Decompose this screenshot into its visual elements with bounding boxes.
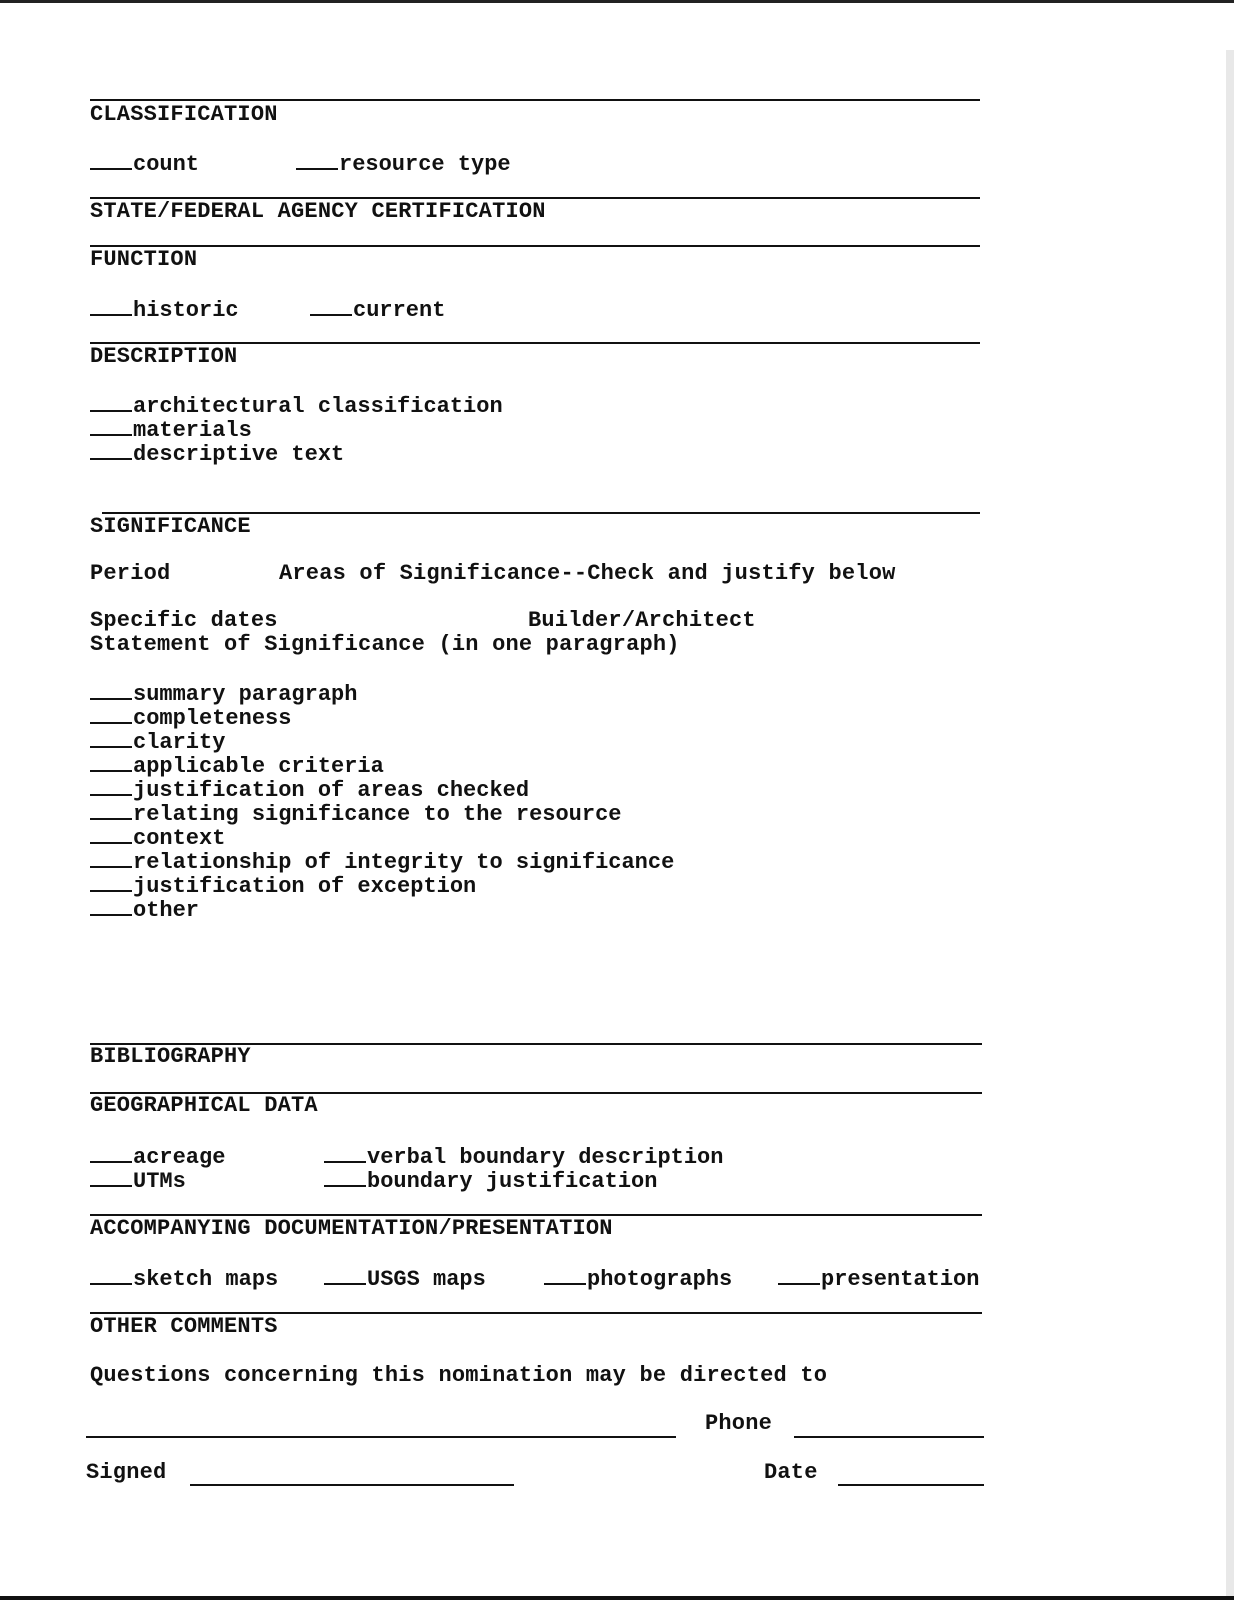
questions-text: Questions concerning this nomination may be directed to [90, 1363, 828, 1388]
checkbox-materials[interactable] [90, 416, 252, 443]
bibliography-heading: BIBLIOGRAPHY [90, 1044, 251, 1069]
item-label: architectural classification [133, 394, 503, 419]
function-heading: FUNCTION [90, 247, 198, 272]
check-blank[interactable] [324, 1265, 366, 1285]
check-blank[interactable] [90, 1143, 132, 1163]
check-blank[interactable] [90, 800, 132, 820]
check-blank[interactable] [90, 1265, 132, 1285]
period-label: Period [90, 561, 171, 586]
checkbox-justification-exception[interactable] [90, 872, 476, 899]
checkbox-resource-type[interactable] [296, 150, 511, 177]
check-blank[interactable] [90, 440, 132, 460]
check-blank[interactable] [90, 896, 132, 916]
check-blank[interactable] [90, 872, 132, 892]
checkbox-count[interactable] [90, 150, 199, 177]
item-label: applicable criteria [133, 754, 384, 779]
certification-heading: STATE/FEDERAL AGENCY CERTIFICATION [90, 199, 546, 224]
item-label: sketch maps [133, 1267, 279, 1292]
check-blank[interactable] [296, 150, 338, 170]
item-label: relationship of integrity to significance [133, 850, 675, 875]
item-label: current [353, 298, 446, 323]
check-blank[interactable] [90, 680, 132, 700]
contact-name-field[interactable] [86, 1436, 676, 1438]
checkbox-sketch-maps[interactable] [90, 1265, 278, 1292]
item-label: materials [133, 418, 252, 443]
checkbox-clarity[interactable] [90, 728, 225, 755]
phone-field[interactable] [794, 1436, 984, 1438]
signed-label: Signed [86, 1460, 167, 1485]
classification-heading: CLASSIFICATION [90, 102, 278, 127]
item-label: UTMs [133, 1169, 186, 1194]
check-blank[interactable] [324, 1167, 366, 1187]
item-label: justification of areas checked [133, 778, 530, 803]
checkbox-current[interactable] [310, 296, 445, 323]
item-label: presentation [821, 1267, 980, 1292]
checkbox-presentation[interactable] [778, 1265, 979, 1292]
item-label: boundary justification [367, 1169, 658, 1194]
check-blank[interactable] [90, 752, 132, 772]
section-rule [90, 99, 980, 101]
date-label: Date [764, 1460, 818, 1485]
check-blank[interactable] [90, 1167, 132, 1187]
item-label: justification of exception [133, 874, 477, 899]
checkbox-architectural-classification[interactable] [90, 392, 503, 419]
date-field[interactable] [838, 1484, 984, 1486]
scan-edge-bottom [0, 1596, 1234, 1600]
checkbox-historic[interactable] [90, 296, 239, 323]
check-blank[interactable] [90, 392, 132, 412]
checkbox-applicable-criteria[interactable] [90, 752, 384, 779]
check-blank[interactable] [90, 824, 132, 844]
checkbox-relating-significance[interactable] [90, 800, 621, 827]
item-label: descriptive text [133, 442, 345, 467]
builder-label: Builder/Architect [528, 608, 756, 633]
check-blank[interactable] [90, 776, 132, 796]
item-label: acreage [133, 1145, 226, 1170]
item-label: context [133, 826, 226, 851]
checkbox-verbal-boundary[interactable] [324, 1143, 723, 1170]
statement-label: Statement of Significance (in one paragraph) [90, 632, 680, 657]
check-blank[interactable] [90, 416, 132, 436]
check-blank[interactable] [90, 728, 132, 748]
scan-edge-right [1226, 50, 1234, 1600]
documentation-heading: ACCOMPANYING DOCUMENTATION/PRESENTATION [90, 1216, 613, 1241]
item-label: resource type [339, 152, 511, 177]
specific-dates-label: Specific dates [90, 608, 278, 633]
item-label: clarity [133, 730, 226, 755]
item-label: relating significance to the resource [133, 802, 622, 827]
checkbox-usgs-maps[interactable] [324, 1265, 486, 1292]
checkbox-summary-paragraph[interactable] [90, 680, 357, 707]
item-label: summary paragraph [133, 682, 358, 707]
item-label: count [133, 152, 200, 177]
check-blank[interactable] [90, 848, 132, 868]
checkbox-descriptive-text[interactable] [90, 440, 344, 467]
item-label: other [133, 898, 200, 923]
check-blank[interactable] [90, 296, 132, 316]
item-label: photographs [587, 1267, 733, 1292]
checkbox-photographs[interactable] [544, 1265, 732, 1292]
check-blank[interactable] [778, 1265, 820, 1285]
areas-label: Areas of Significance--Check and justify below [279, 561, 896, 586]
description-heading: DESCRIPTION [90, 344, 238, 369]
geographical-heading: GEOGRAPHICAL DATA [90, 1093, 318, 1118]
check-blank[interactable] [90, 150, 132, 170]
signature-field[interactable] [190, 1484, 514, 1486]
checkbox-other[interactable] [90, 896, 199, 923]
check-blank[interactable] [324, 1143, 366, 1163]
checkbox-context[interactable] [90, 824, 225, 851]
check-blank[interactable] [310, 296, 352, 316]
check-blank[interactable] [90, 704, 132, 724]
item-label: verbal boundary description [367, 1145, 724, 1170]
item-label: completeness [133, 706, 292, 731]
checkbox-utms[interactable] [90, 1167, 186, 1194]
phone-label: Phone [705, 1411, 773, 1436]
significance-heading: SIGNIFICANCE [90, 514, 251, 539]
checkbox-boundary-justification[interactable] [324, 1167, 657, 1194]
checkbox-justification-areas[interactable] [90, 776, 529, 803]
scan-edge-top [0, 0, 1234, 3]
checkbox-acreage[interactable] [90, 1143, 225, 1170]
checkbox-relationship-integrity[interactable] [90, 848, 674, 875]
check-blank[interactable] [544, 1265, 586, 1285]
item-label: USGS maps [367, 1267, 486, 1292]
checkbox-completeness[interactable] [90, 704, 291, 731]
section-rule [90, 245, 980, 247]
comments-heading: OTHER COMMENTS [90, 1314, 278, 1339]
item-label: historic [133, 298, 239, 323]
